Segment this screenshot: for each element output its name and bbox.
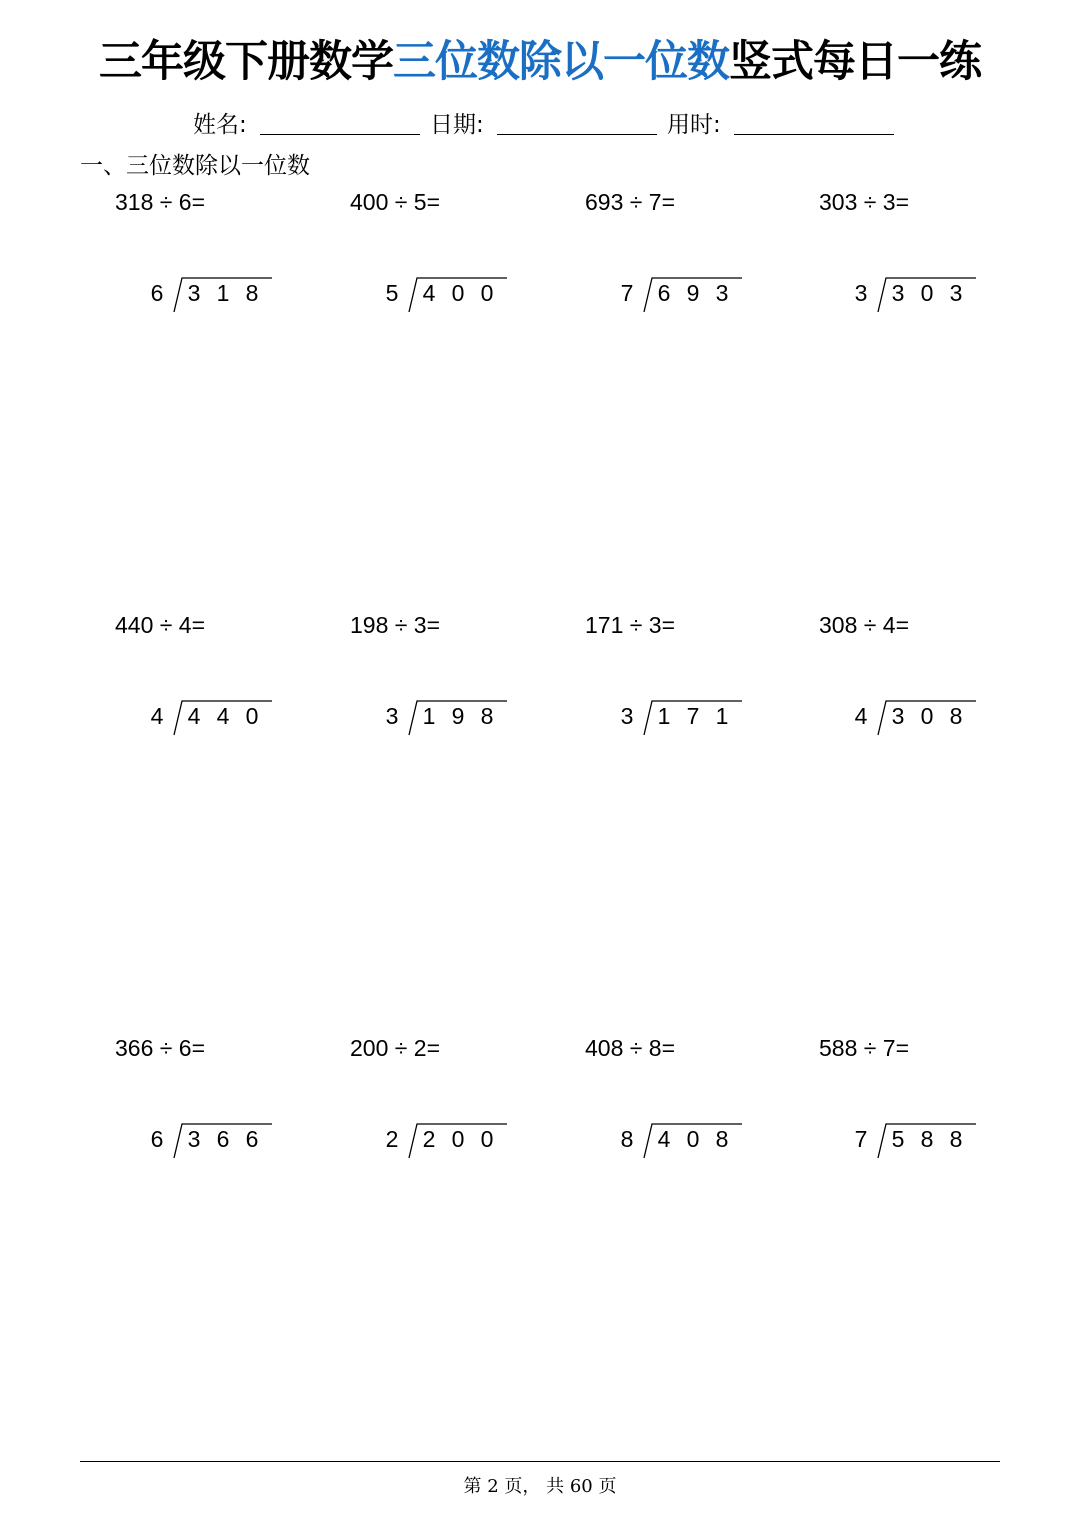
problem-item: [115, 189, 350, 339]
problem-equation: 198 ÷ 3=: [350, 612, 441, 638]
footer-divider: [80, 1461, 1000, 1462]
divisor: 4: [854, 703, 868, 729]
dividend-digit: 8: [715, 1126, 729, 1152]
dividend-digit: 0: [920, 280, 934, 306]
dividend-digit: 0: [686, 1126, 700, 1152]
dividend-digit: 1: [715, 703, 729, 729]
dividend-digit: 2: [422, 1126, 436, 1152]
dividend-digit: 0: [480, 280, 494, 306]
long-division[interactable]: [854, 274, 979, 319]
time-label: 用时:: [667, 112, 721, 138]
problem-item: [585, 189, 820, 339]
dividend-digit: 1: [216, 280, 230, 306]
time-blank[interactable]: [734, 134, 894, 135]
dividend-digit: 6: [657, 280, 671, 306]
long-division[interactable]: [620, 274, 745, 319]
problem-equation: 308 ÷ 4=: [819, 612, 910, 638]
dividend-digit: 3: [891, 703, 905, 729]
divisor: 4: [150, 703, 164, 729]
dividend-digit: 6: [216, 1126, 230, 1152]
dividend-digit: 9: [451, 703, 465, 729]
problem-equation: 588 ÷ 7=: [819, 1035, 910, 1061]
long-division[interactable]: [620, 697, 745, 742]
problem-item: [350, 612, 585, 762]
title-highlight: 三位数除以一位数: [393, 37, 729, 87]
problem-equation: 318 ÷ 6=: [115, 189, 206, 215]
dividend-digit: 3: [187, 280, 201, 306]
date-blank[interactable]: [497, 134, 657, 135]
dividend-digit: 7: [686, 703, 700, 729]
problem-item: [585, 612, 820, 762]
dividend-digit: 4: [187, 703, 201, 729]
dividend-digit: 4: [216, 703, 230, 729]
divisor: 3: [854, 280, 868, 306]
long-division[interactable]: [854, 1120, 979, 1165]
long-division[interactable]: [150, 697, 275, 742]
dividend-digit: 5: [891, 1126, 905, 1152]
problem-item: [819, 1035, 1054, 1185]
dividend-digit: 8: [480, 703, 494, 729]
divisor: 3: [620, 703, 634, 729]
long-division[interactable]: [150, 274, 275, 319]
dividend-digit: 4: [657, 1126, 671, 1152]
long-division[interactable]: [385, 1120, 510, 1165]
problem-item: [115, 612, 350, 762]
dividend-digit: 6: [245, 1126, 259, 1152]
dividend-digit: 0: [451, 280, 465, 306]
section-title: 一、三位数除以一位数: [80, 153, 310, 179]
divisor: 7: [620, 280, 634, 306]
long-division[interactable]: [385, 274, 510, 319]
divisor: 6: [150, 1126, 164, 1152]
problem-equation: 400 ÷ 5=: [350, 189, 441, 215]
dividend-digit: 8: [949, 703, 963, 729]
name-label: 姓名:: [193, 112, 247, 138]
dividend-digit: 8: [920, 1126, 934, 1152]
page-title: [0, 28, 1080, 89]
dividend-digit: 1: [657, 703, 671, 729]
problem-equation: 171 ÷ 3=: [585, 612, 676, 638]
problem-equation: 440 ÷ 4=: [115, 612, 206, 638]
dividend-digit: 9: [686, 280, 700, 306]
long-division[interactable]: [620, 1120, 745, 1165]
divisor: 7: [854, 1126, 868, 1152]
dividend-digit: 0: [920, 703, 934, 729]
long-division[interactable]: [150, 1120, 275, 1165]
page-footer: 第 2 页， 共 60 页: [463, 1476, 617, 1497]
dividend-digit: 8: [245, 280, 259, 306]
date-label: 日期:: [430, 112, 484, 138]
title-part-2: 竖式每日一练: [729, 37, 981, 87]
long-division[interactable]: [385, 697, 510, 742]
problem-equation: 303 ÷ 3=: [819, 189, 910, 215]
dividend-digit: 3: [715, 280, 729, 306]
dividend-digit: 0: [480, 1126, 494, 1152]
problem-equation: 200 ÷ 2=: [350, 1035, 441, 1061]
divisor: 6: [150, 280, 164, 306]
dividend-digit: 0: [245, 703, 259, 729]
dividend-digit: 1: [422, 703, 436, 729]
problem-equation: 366 ÷ 6=: [115, 1035, 206, 1061]
long-division[interactable]: [854, 697, 979, 742]
dividend-digit: 4: [422, 280, 436, 306]
name-blank[interactable]: [260, 134, 420, 135]
problem-item: [585, 1035, 820, 1185]
divisor: 5: [385, 280, 399, 306]
divisor: 8: [620, 1126, 634, 1152]
problem-equation: 408 ÷ 8=: [585, 1035, 676, 1061]
divisor: 3: [385, 703, 399, 729]
dividend-digit: 8: [949, 1126, 963, 1152]
dividend-digit: 3: [187, 1126, 201, 1152]
dividend-digit: 0: [451, 1126, 465, 1152]
dividend-digit: 3: [949, 280, 963, 306]
problem-item: [819, 189, 1054, 339]
problem-item: [115, 1035, 350, 1185]
problem-item: [350, 1035, 585, 1185]
dividend-digit: 3: [891, 280, 905, 306]
problem-item: [819, 612, 1054, 762]
divisor: 2: [385, 1126, 399, 1152]
problem-equation: 693 ÷ 7=: [585, 189, 676, 215]
title-part-1: 三年级下册数学: [99, 37, 393, 87]
problem-item: [350, 189, 585, 339]
